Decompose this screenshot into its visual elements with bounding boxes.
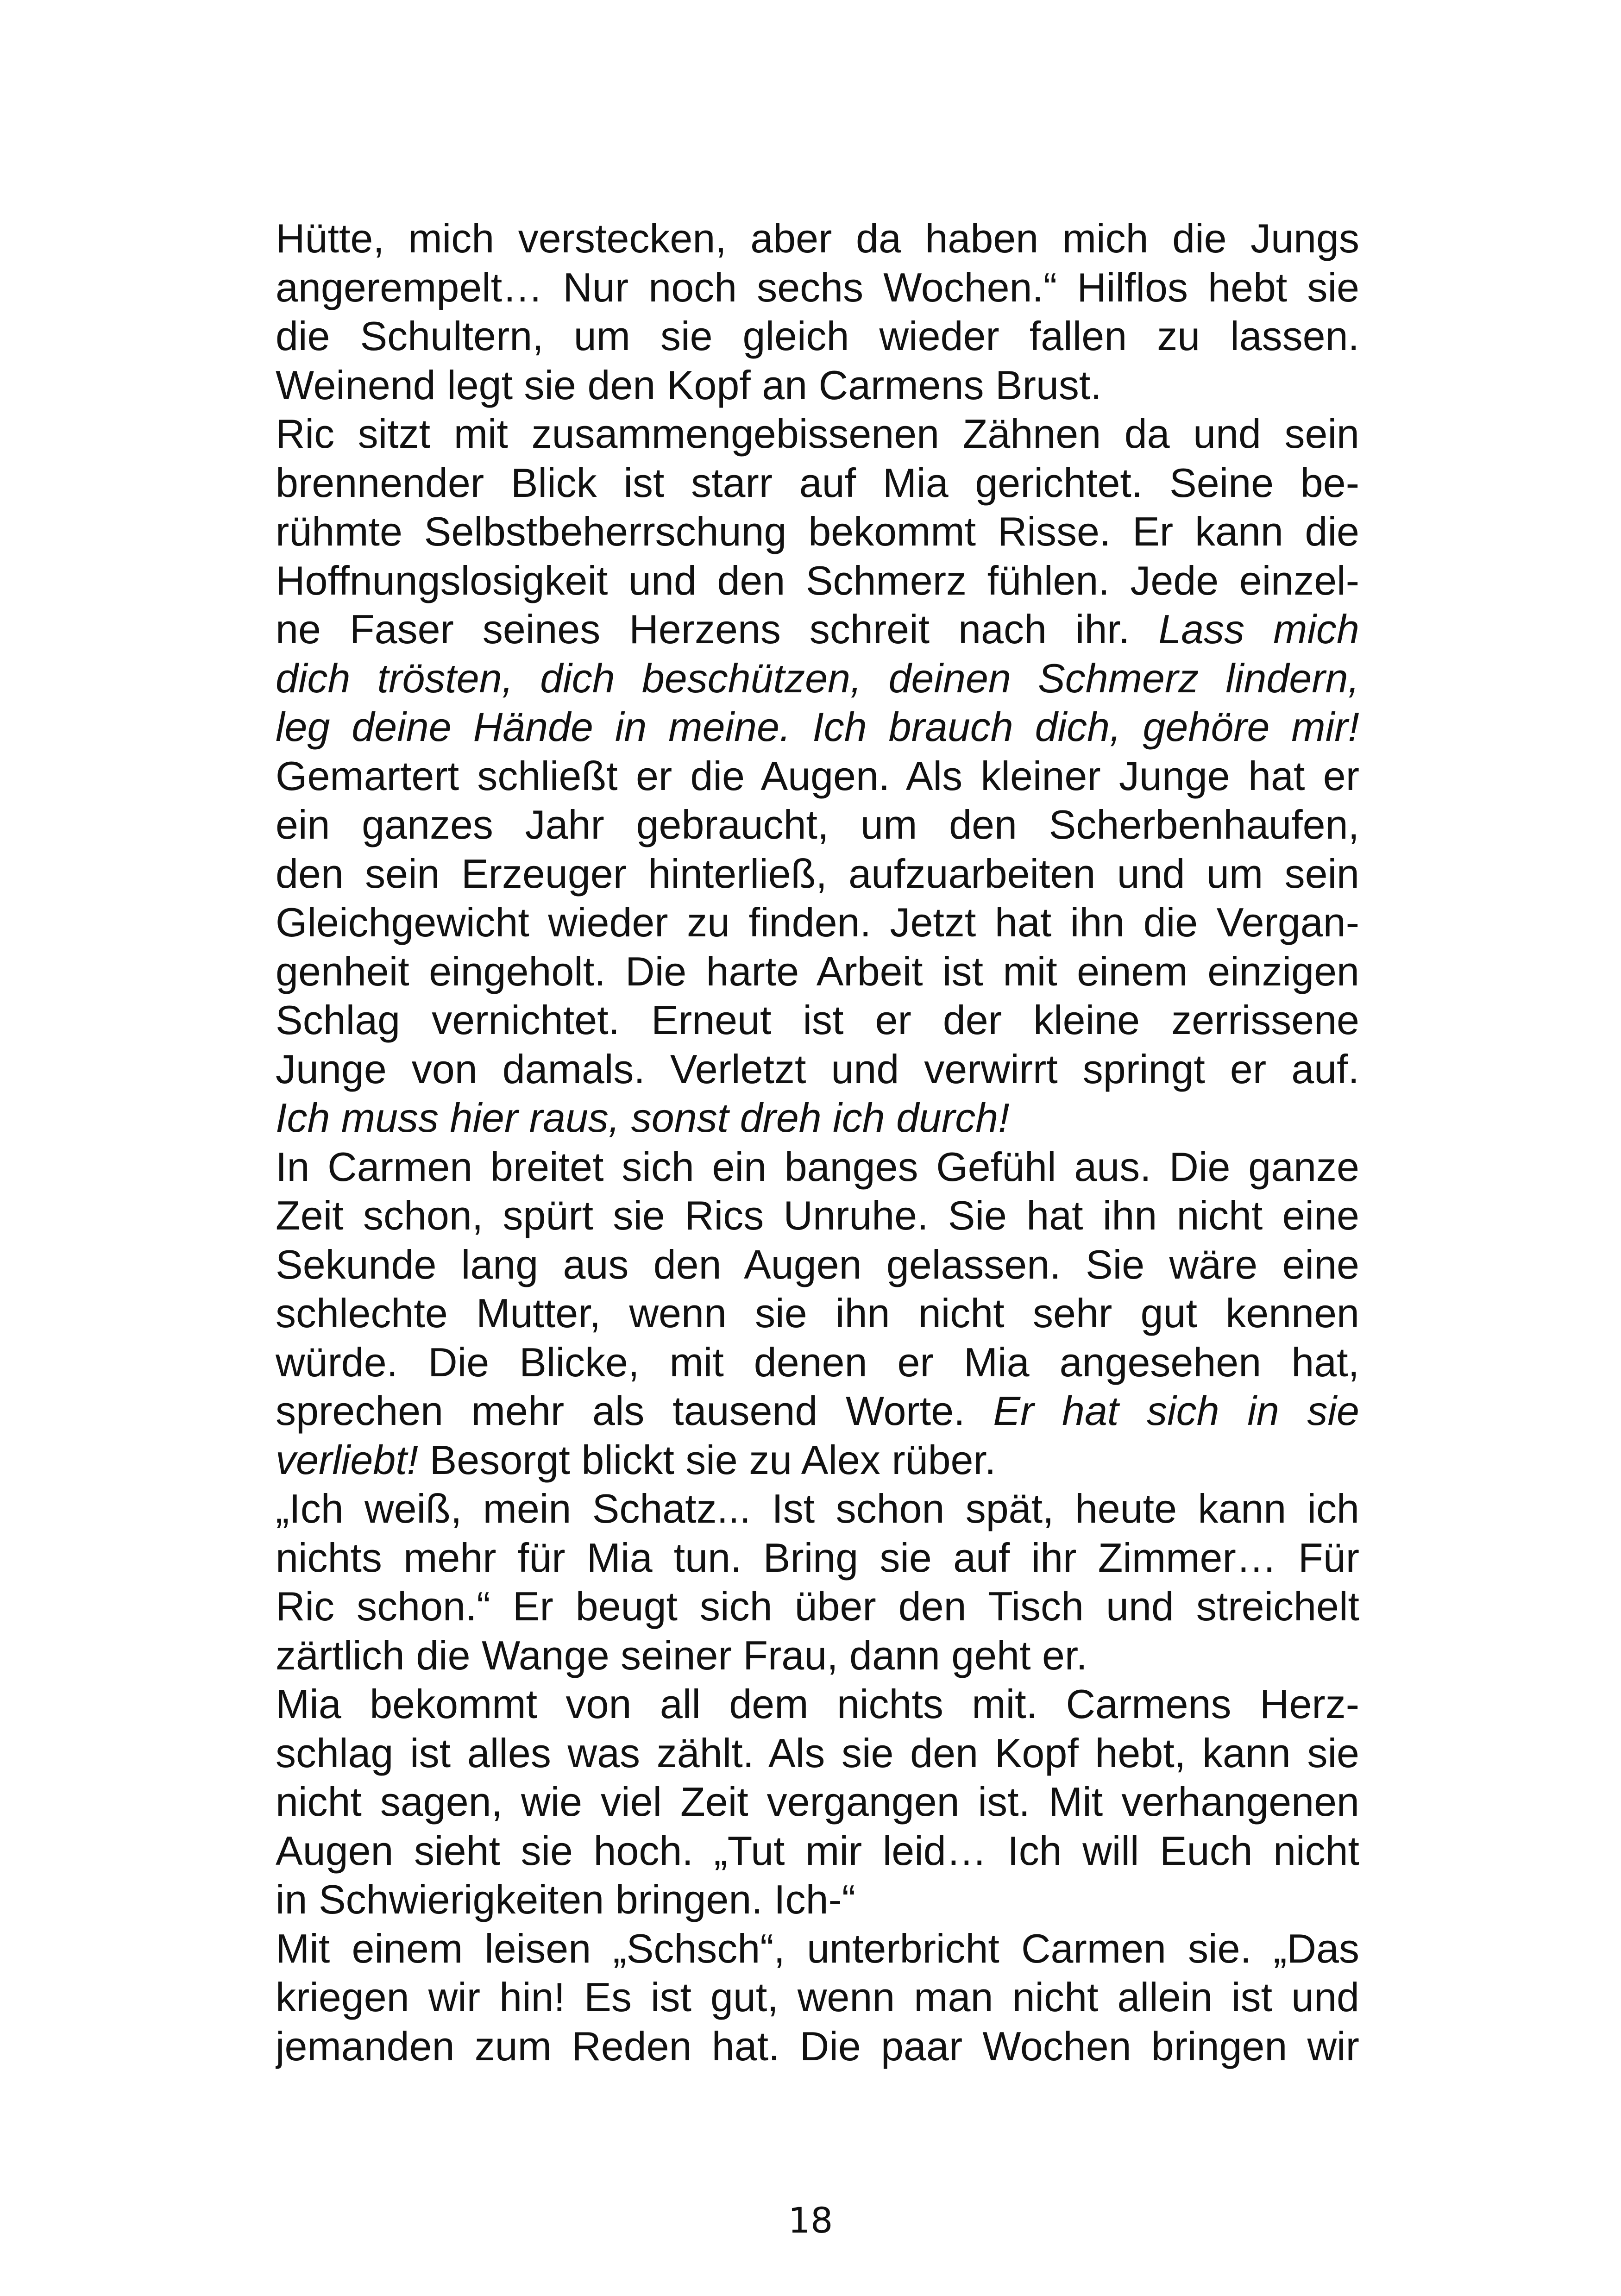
text-line [276, 752, 1359, 801]
text-segment: Hoffnungslosigkeit und den Schmerz fühlen. Jede einzel- [276, 557, 1359, 603]
text-line [276, 703, 1359, 752]
text-segment: angerempelt… Nur noch sechs Wochen.“ Hilflos hebt sie [276, 264, 1359, 310]
text-line [276, 1973, 1359, 2022]
text-segment: Zeit schon, spürt sie Rics Unruhe. Sie hat ihn nicht eine [276, 1192, 1359, 1238]
text-segment: Sekunde lang aus den Augen gelassen. Sie wäre eine [276, 1241, 1359, 1287]
text-line [276, 800, 1359, 849]
text-line [276, 898, 1359, 947]
text-segment: sprechen mehr als tausend Worte. [276, 1388, 993, 1434]
text-line [276, 1093, 1359, 1142]
text-segment: rühmte Selbstbeherrschung bekommt Risse. Er kann die [276, 508, 1359, 554]
text-line [276, 1142, 1359, 1192]
text-segment: Mit einem leisen „Schsch“, unterbricht Carmen sie. „Das [276, 1925, 1359, 1971]
text-line [276, 947, 1359, 996]
text-segment: Ric sitzt mit zusammengebissenen Zähnen da und sein [276, 411, 1359, 457]
text-line [276, 312, 1359, 361]
text-line [276, 2022, 1359, 2071]
text-segment: brennender Blick ist starr auf Mia gerichtet. Seine be- [276, 459, 1359, 506]
text-segment: Weinend legt sie den Kopf an Carmens Brust. [276, 362, 1102, 408]
text-line [276, 1680, 1359, 1729]
text-line [276, 1875, 1359, 1924]
text-segment: Mia bekommt von all dem nichts mit. Carmens Herz- [276, 1681, 1359, 1727]
text-line [276, 507, 1359, 556]
text-line [276, 996, 1359, 1045]
text-segment: Besorgt blickt sie zu Alex rüber. [418, 1437, 996, 1483]
text-segment: Hütte, mich verstecken, aber da haben mich die Jungs [276, 215, 1359, 261]
italic-text: Ich muss hier raus, sonst dreh ich durch! [276, 1095, 1010, 1141]
italic-text: verliebt! [276, 1437, 419, 1483]
text-line [276, 1484, 1359, 1533]
text-segment: zärtlich die Wange seiner Frau, dann geht er. [276, 1632, 1087, 1678]
text-line [276, 1533, 1359, 1582]
text-line [276, 849, 1359, 898]
text-line [276, 263, 1359, 312]
text-segment: Junge von damals. Verletzt und verwirrt springt er auf. [276, 1046, 1359, 1092]
text-line [276, 654, 1359, 703]
text-segment: die Schultern, um sie gleich wieder fallen zu lassen. [276, 313, 1359, 359]
text-line [276, 556, 1359, 605]
text-segment: genheit eingeholt. Die harte Arbeit ist mit einem einzigen [276, 948, 1359, 994]
text-segment: nicht sagen, wie viel Zeit vergangen ist. Mit verhangenen [276, 1779, 1359, 1825]
text-segment: würde. Die Blicke, mit denen er Mia angesehen hat, [276, 1339, 1359, 1385]
text-line [276, 1777, 1359, 1826]
text-line [276, 214, 1359, 263]
text-segment: In Carmen breitet sich ein banges Gefühl aus. Die ganze [276, 1143, 1359, 1190]
text-line [276, 1582, 1359, 1631]
text-segment: den sein Erzeuger hinterließ, aufzuarbeiten und um sein [276, 850, 1359, 897]
text-line [276, 1826, 1359, 1876]
text-segment: schlag ist alles was zählt. Als sie den Kopf hebt, kann sie [276, 1730, 1359, 1776]
text-line [276, 409, 1359, 458]
text-segment: „Ich weiß, mein Schatz... Ist schon spät, heute kann ich [276, 1486, 1359, 1531]
text-segment: Ric schon.“ Er beugt sich über den Tisch und streichelt [276, 1583, 1359, 1629]
italic-text: leg deine Hände in meine. Ich brauch dich, gehöre mir! [276, 704, 1359, 750]
text-line [276, 1924, 1359, 1973]
text-line [276, 1191, 1359, 1240]
page-number: 18 [788, 2200, 833, 2241]
text-segment: Gleichgewicht wieder zu finden. Jetzt hat ihn die Vergan- [276, 899, 1359, 945]
italic-text: Lass mich [1158, 606, 1359, 652]
text-line [276, 605, 1359, 654]
text-segment: nichts mehr für Mia tun. Bring sie auf ihr Zimmer… Für [276, 1534, 1359, 1581]
text-line [276, 1631, 1359, 1680]
text-line [276, 1289, 1359, 1338]
text-segment: ein ganzes Jahr gebraucht, um den Scherbenhaufen, [276, 802, 1359, 847]
text-line [276, 1436, 1359, 1485]
italic-text: dich trösten, dich beschützen, deinen Schmerz lindern, [276, 655, 1359, 701]
text-segment: Schlag vernichtet. Erneut ist er der kleine zerrissene [276, 997, 1359, 1043]
text-segment: schlechte Mutter, wenn sie ihn nicht sehr gut kennen [276, 1290, 1359, 1336]
text-segment: Augen sieht sie hoch. „Tut mir leid… Ich will Euch nicht [276, 1827, 1359, 1874]
text-line [276, 1045, 1359, 1094]
text-line [276, 1338, 1359, 1387]
text-line [276, 1729, 1359, 1778]
text-segment: ne Faser seines Herzens schreit nach ihr. [276, 606, 1159, 652]
body-text [276, 214, 1359, 2070]
text-segment: jemanden zum Reden hat. Die paar Wochen bringen wir [276, 2023, 1359, 2069]
text-segment: in Schwierigkeiten bringen. Ich-“ [276, 1876, 856, 1922]
text-line [276, 458, 1359, 508]
italic-text: Er hat sich in sie [993, 1388, 1359, 1434]
text-segment: Gemartert schließt er die Augen. Als kleiner Junge hat er [276, 753, 1359, 799]
text-line [276, 361, 1359, 410]
text-segment: kriegen wir hin! Es ist gut, wenn man nicht allein ist und [276, 1974, 1359, 2020]
text-line [276, 1240, 1359, 1289]
text-line [276, 1386, 1359, 1436]
